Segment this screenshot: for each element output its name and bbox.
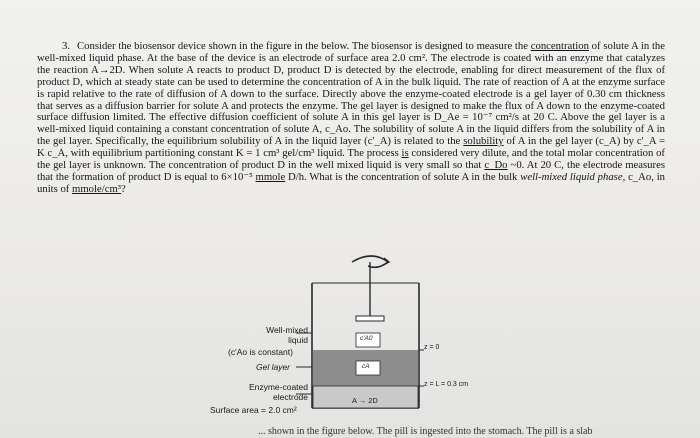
label-c-a: cA	[362, 363, 370, 370]
text-run: ?	[120, 182, 126, 195]
text-run: Consider the biosensor device shown in the figure in the below. The biosensor is designed to measure the	[77, 40, 531, 52]
label-c-prime-ao: c'A0	[360, 335, 373, 342]
text-run: , c_Ao, in units of	[37, 170, 666, 195]
label-surface-area: Surface area = 2.0 cm²	[210, 405, 297, 415]
italic-phrase: well-mixed liquid phase	[520, 170, 623, 183]
text-run: considered very dilute, and the total molar concentration of the gel layer is unknown. The concentration of product D in the well mixed liquid is very small so that	[37, 147, 665, 172]
underlined-word: c_Do	[484, 159, 508, 172]
text-run: of solute A in the well-mixed liquid phase. At the base of the device is an electrode of surface area 2.0 cm². The electrode is coated with an enzyme that catalyzes the reaction A→2D. When solute A reacts to product D, product D is detected by the electrode, enabling for direct measurement of the flux of product D, which at steady state can be used to determine the concentration of A in the bulk liquid. The rate of reaction of A at the enzyme surface is rapid relative to the rate of diffusion of A down to the surface. Directly above the enzyme-coated electrode is a gel layer of 0.30 cm thickness that serves as a diffusion barrier for solute A and protects the enzyme. The gel layer is designed to make the flux of A down to the enzyme-coated surface diffusion limited. The effective diffusion coefficient of solute A in this gel layer is	[37, 40, 666, 124]
underlined-word: mmole	[255, 170, 286, 183]
text-run: at 20 C. Above the gel layer is a well-mixed liquid containing a constant concentration of solute A, c_Ao. The solubility of solute A in the liquid differs from the solubility of A in the gel layer. Specifically, the equilibrium solubility of A in the liquid layer (c'_A) is related to the	[37, 111, 665, 148]
stirrer-icon	[352, 256, 389, 321]
label-line: liquid	[288, 334, 308, 345]
label-z-zero: z = 0	[424, 344, 440, 351]
label-line: Well-mixed	[266, 325, 308, 335]
label-electrode	[240, 383, 308, 402]
units-text: mmole/cm³	[72, 182, 121, 195]
underlined-word: is	[401, 147, 409, 160]
label-well-mixed	[254, 326, 308, 345]
underlined-word: concentration	[530, 40, 589, 52]
label-line: Enzyme-coated	[248, 382, 308, 392]
label-z-l: z = L = 0.3 cm	[424, 381, 469, 388]
diffusivity-value: D_Ae = 10⁻⁷ cm²/s	[433, 111, 520, 124]
text-run: D/h. What is the concentration of solute A in the bulk	[285, 170, 521, 183]
question-number: 3.	[62, 40, 71, 52]
underlined-word: solubility	[463, 135, 504, 148]
cut-off-next-text: ... shown in the figure below. The pill is ingested into the stomach. The pill is a slab	[258, 426, 593, 437]
label-constant: (c'Ao is constant)	[228, 347, 293, 357]
label-line: electrode	[273, 391, 308, 402]
text-run: ~0. At 20 C, the electrode measures that the formation of product D is equal to 6×10⁻⁵	[37, 159, 665, 183]
label-reaction: A → 2D	[352, 396, 378, 405]
text-run: of A in the gel layer (c_A) by c'_A = K c_A, with equilibrium partitioning constant K = 1 cm³ gel/cm³ liquid. The process	[37, 135, 665, 160]
label-gel-layer: Gel layer	[256, 362, 291, 372]
